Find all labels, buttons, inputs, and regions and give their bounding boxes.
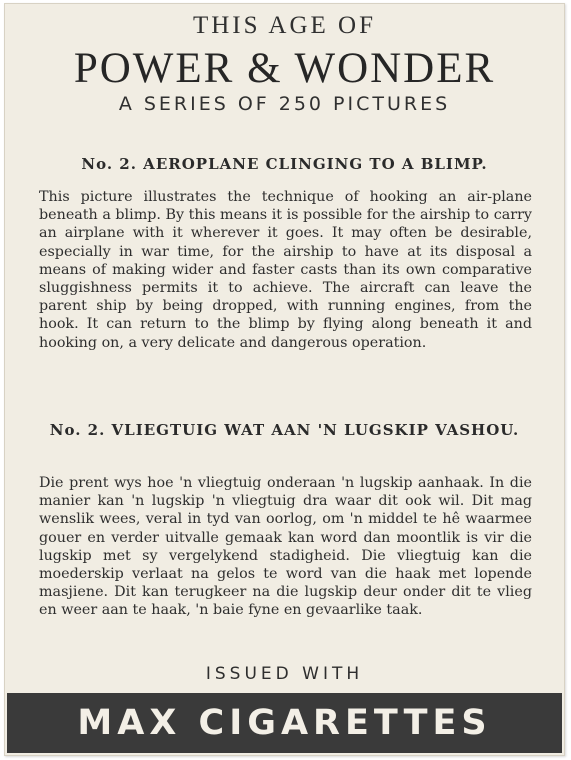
- english-description: This picture illustrates the technique of hooking an air-plane beneath a blimp. By this means it is possible for the airship to carry an airplane with it wherever it goes. It may often be desirable, especially in war time, for the airship to have at its disposal a means of making wider and faster casts than its own comparative sluggishness permits it to achieve. The aircraft can leave the parent ship by being dropped, with running engines, from the hook. It can return to the blimp by flying along beneath it and hooking on, a very delicate and dangerous operation.: [39, 189, 532, 351]
- issued-with-label: ISSUED WITH: [205, 664, 364, 684]
- brand-name: MAX CIGARETTES: [77, 703, 492, 743]
- cigarette-card-back: [4, 3, 565, 756]
- series-title-top: THIS AGE OF: [192, 12, 376, 39]
- series-title-main: POWER & WONDER: [73, 45, 496, 92]
- english-heading: No. 2. AEROPLANE CLINGING TO A BLIMP.: [81, 155, 488, 173]
- afrikaans-description: Die prent wys hoe 'n vliegtuig onderaan 'n lugskip aanhaak. In die manier kan 'n lugskip 'n vliegtuig dra waar dit ook wil. Dit mag wenslik wees, veral in tyd van oorlog, om 'n middel te hê waarmee gouer en verder uitvalle gemaak kan word dan moontlik is vir die lugskip met sy vergelykend stadigheid. Die vliegtuig kan die moederskip verlaat na gelos te word van die haak met lopende masjiene. Dit kan terugkeer na die lugskip deur onder dit te vlieg en weer aan te haak, 'n baie fyne en gevaarlike taak.: [39, 475, 532, 619]
- brand-banner: [7, 693, 562, 753]
- afrikaans-heading: No. 2. VLIEGTUIG WAT AAN 'N LUGSKIP VASHOU.: [49, 421, 520, 439]
- series-subtitle: A SERIES OF 250 PICTURES: [118, 93, 451, 115]
